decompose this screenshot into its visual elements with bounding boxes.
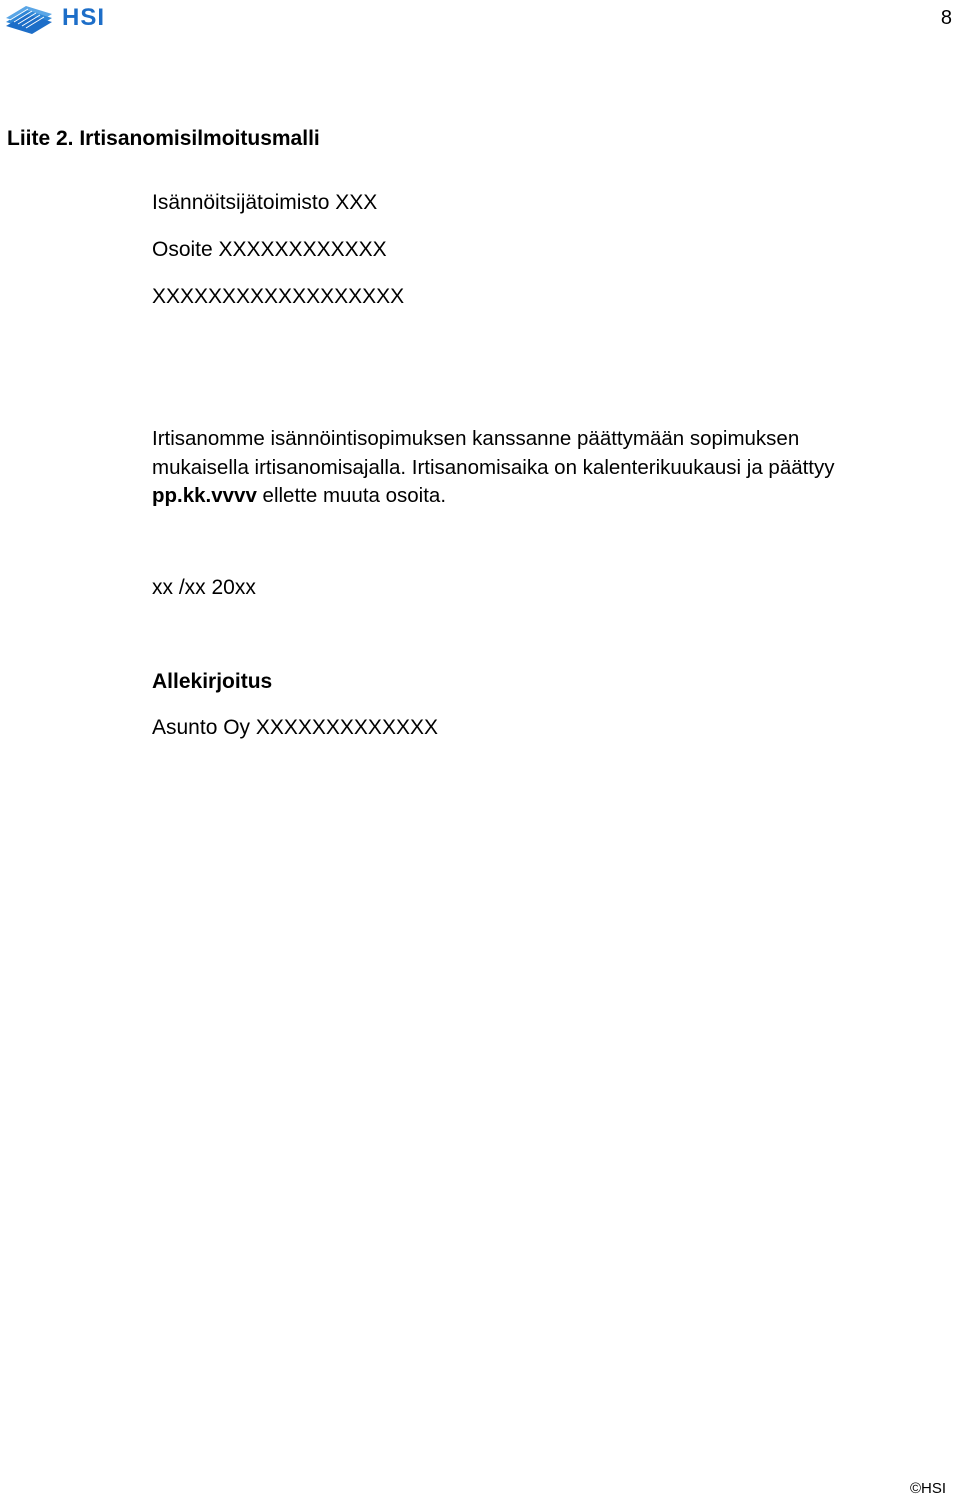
recipient-name: Isännöitsijätoimisto XXX [152,191,378,214]
end-date-placeholder: pp.kk.vvvv [152,484,257,507]
building-stack-icon [4,2,58,34]
body-paragraph [152,425,952,511]
recipient-postal: XXXXXXXXXXXXXXXXXX [152,285,405,308]
body-line-rest: ellette muuta osoita. [256,484,447,507]
document-title: Liite 2. Irtisanomisilmoitusmalli [7,127,320,150]
signature-label: Allekirjoitus [152,670,273,693]
body-line: mukaisella irtisanomisajalla. Irtisanomisaika on kalenterikuukausi ja päättyy [152,455,835,479]
hsi-logo [4,2,128,34]
body-line: Irtisanomme isännöintisopimuksen kanssanne päättymään sopimuksen [152,427,800,450]
company-name: Asunto Oy XXXXXXXXXXXXX [152,716,438,739]
body-line-last [152,482,952,511]
logo-text: HSI [62,4,106,31]
recipient-address: Osoite XXXXXXXXXXXX [152,238,387,261]
page-number: 8 [940,7,952,29]
date-line: xx /xx 20xx [152,576,256,599]
footer-copyright: ©HSI [909,1480,946,1497]
